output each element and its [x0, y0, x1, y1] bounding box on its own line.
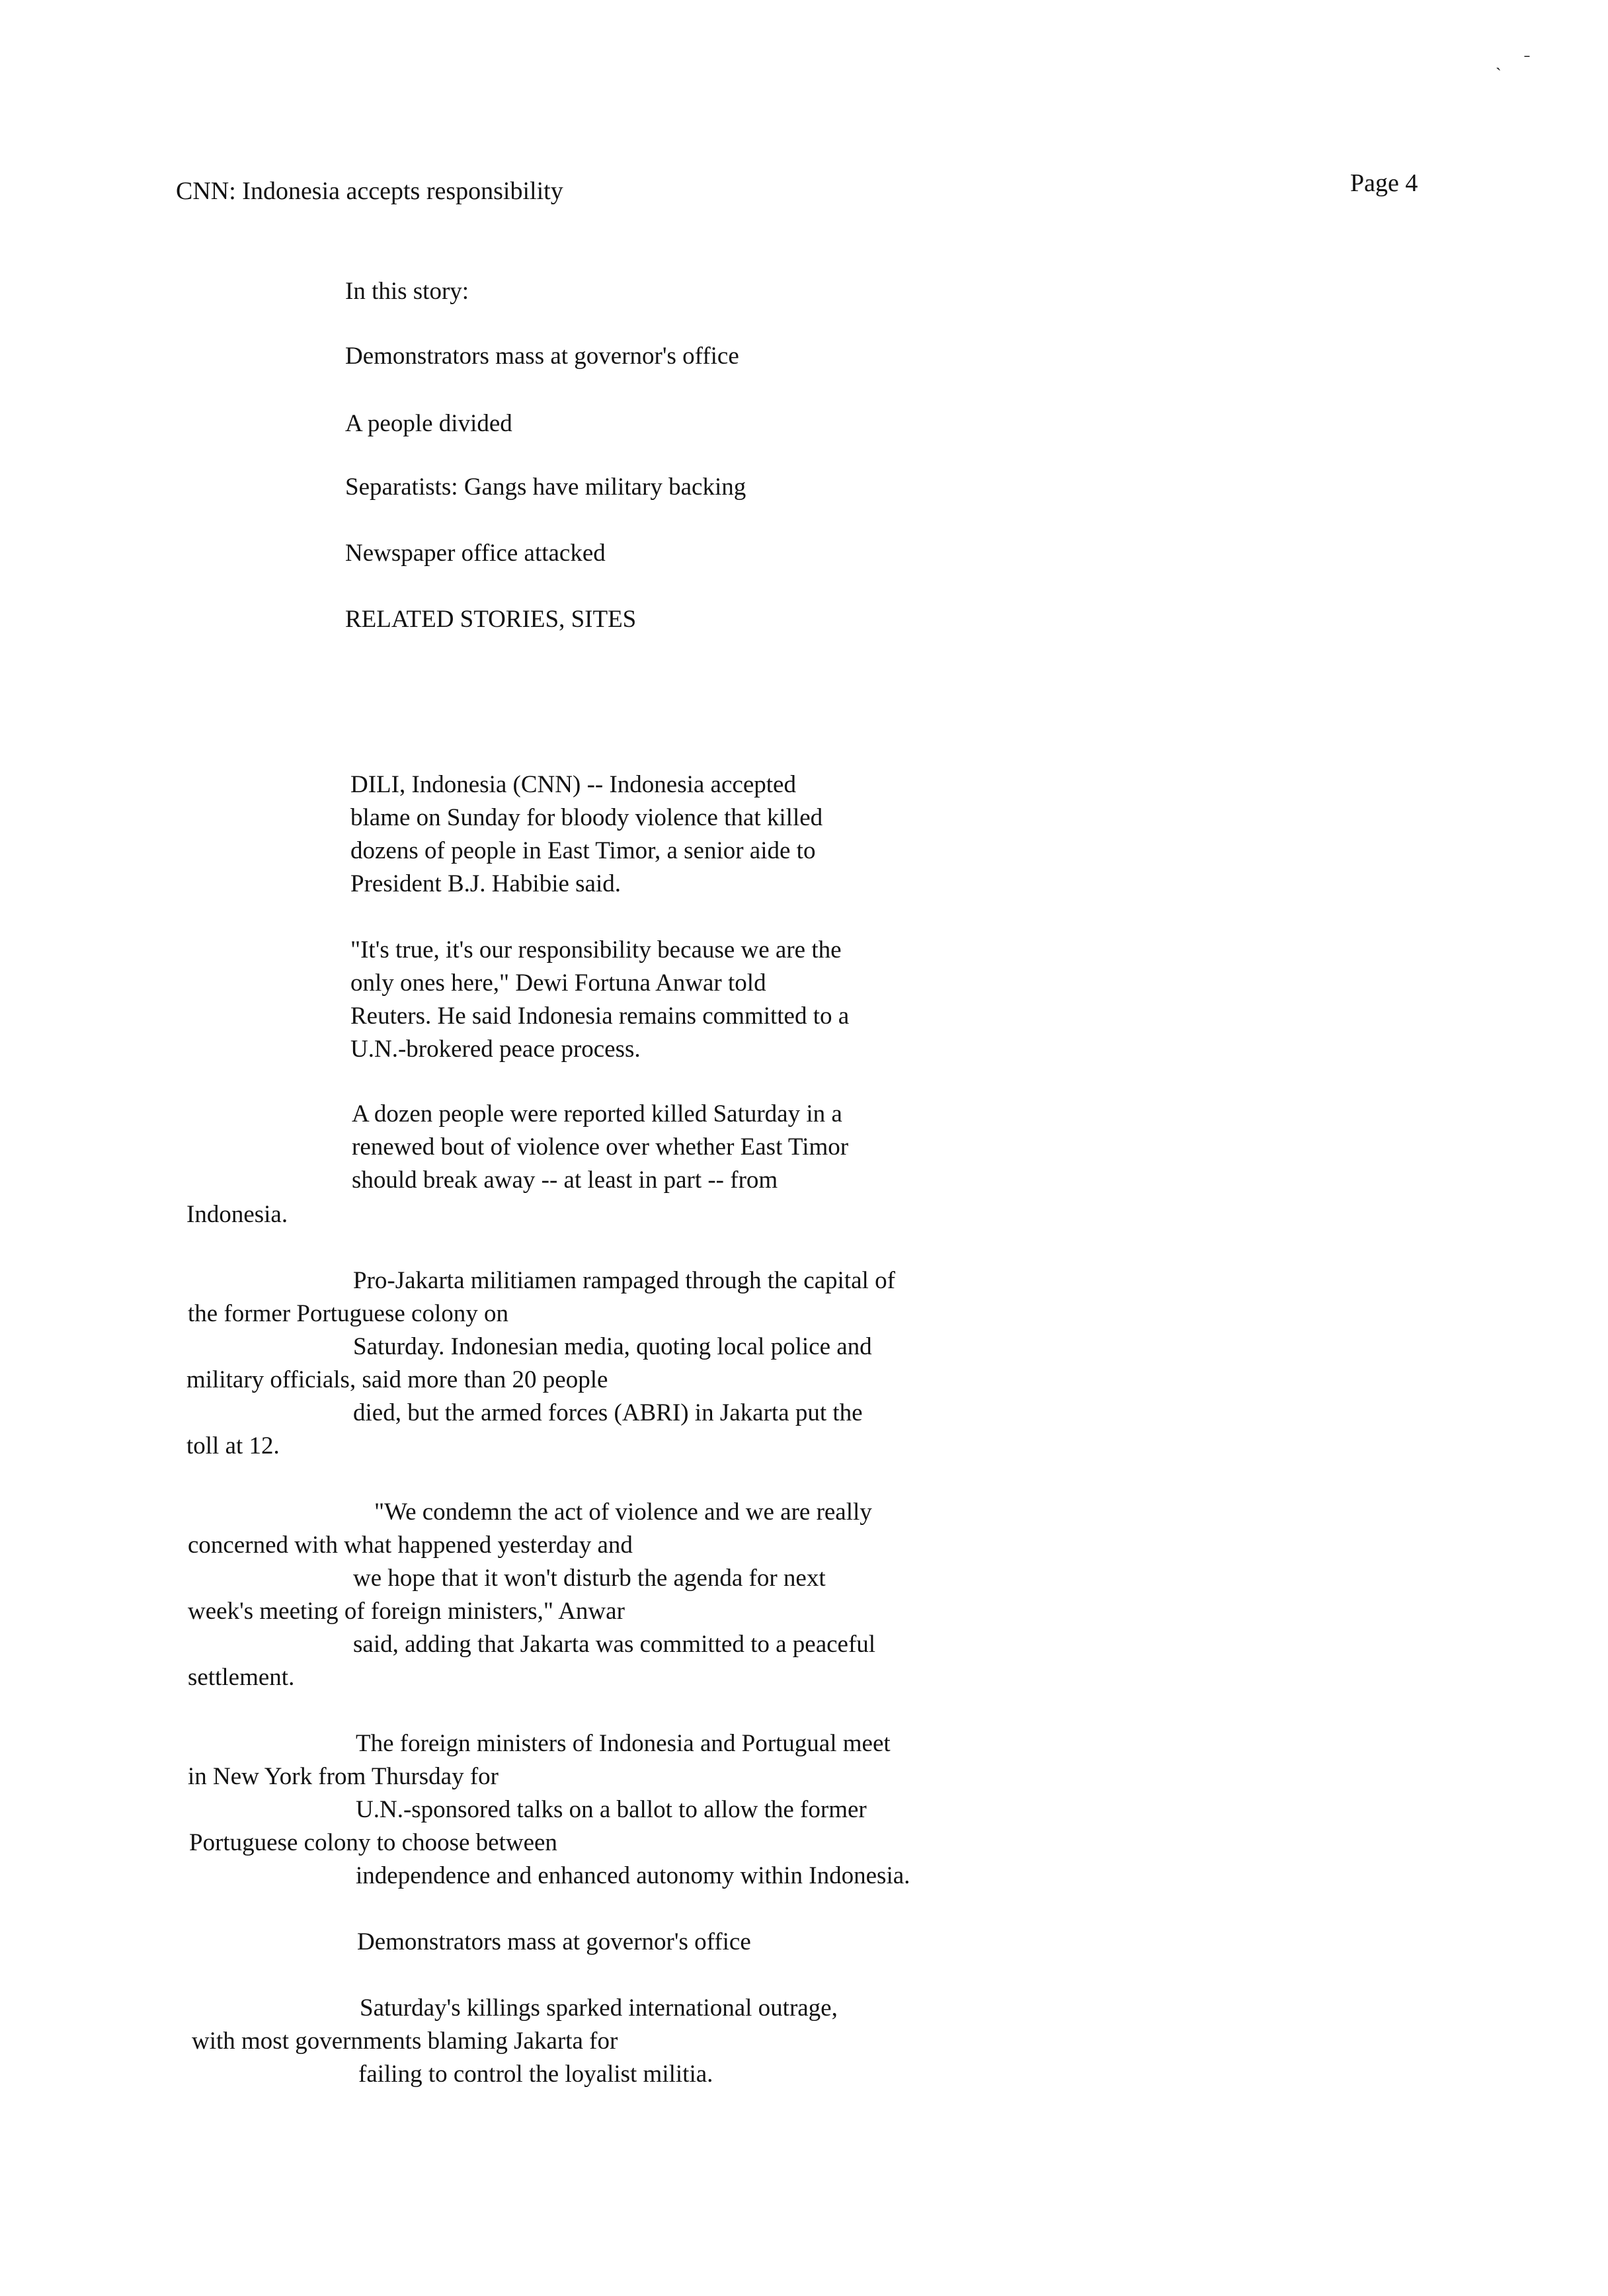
body-line: Portuguese colony to choose between	[189, 1829, 557, 1856]
body-line: died, but the armed forces (ABRI) in Jakarta put the	[353, 1399, 863, 1426]
body-line: only ones here," Dewi Fortuna Anwar told	[350, 969, 766, 997]
story-index-item: Separatists: Gangs have military backing	[345, 473, 746, 501]
page-number: Page 4	[1350, 169, 1418, 197]
story-index-item: Newspaper office attacked	[345, 540, 606, 567]
body-line: said, adding that Jakarta was committed to a peaceful	[353, 1631, 876, 1658]
body-line: U.N.-sponsored talks on a ballot to allow the former	[356, 1796, 867, 1823]
body-line: Saturday's killings sparked international outrage,	[360, 1994, 838, 2022]
body-line: A dozen people were reported killed Saturday in a	[352, 1100, 842, 1128]
body-line: failing to control the loyalist militia.	[358, 2061, 713, 2088]
document-title: CNN: Indonesia accepts responsibility	[176, 177, 563, 205]
body-line: President B.J. Habibie said.	[350, 870, 622, 897]
body-line: should break away -- at least in part -- from	[352, 1167, 778, 1194]
body-line: Saturday. Indonesian media, quoting local police and	[353, 1333, 872, 1360]
body-line: Reuters. He said Indonesia remains committed to a	[350, 1003, 850, 1030]
body-line: "We condemn the act of violence and we are really	[374, 1498, 872, 1526]
body-line: Pro-Jakarta militiamen rampaged through the capital of	[353, 1267, 895, 1294]
story-index-item: A people divided	[345, 410, 512, 437]
body-line: blame on Sunday for bloody violence that killed	[350, 804, 823, 831]
body-line: we hope that it won't disturb the agenda for next	[353, 1565, 826, 1592]
story-index-item: Demonstrators mass at governor's office	[345, 343, 739, 370]
body-line: independence and enhanced autonomy within Indonesia.	[356, 1862, 910, 1889]
body-line: DILI, Indonesia (CNN) -- Indonesia accepted	[350, 771, 796, 798]
story-index-intro: In this story:	[345, 278, 469, 305]
body-line: "It's true, it's our responsibility because we are the	[350, 936, 842, 964]
body-line: military officials, said more than 20 people	[186, 1366, 608, 1393]
body-line: week's meeting of foreign ministers," Anwar	[188, 1598, 625, 1625]
body-line: the former Portuguese colony on	[188, 1300, 508, 1327]
body-line: dozens of people in East Timor, a senior aide to	[350, 837, 816, 864]
body-line: in New York from Thursday for	[188, 1763, 499, 1790]
section-heading: Demonstrators mass at governor's office	[357, 1928, 751, 1955]
body-line: toll at 12.	[186, 1432, 280, 1459]
body-line: concerned with what happened yesterday and	[188, 1532, 633, 1559]
body-line: The foreign ministers of Indonesia and Portugual meet	[356, 1730, 891, 1757]
corner-marks: ˏ ˉ	[1496, 52, 1539, 71]
body-line: with most governments blaming Jakarta for	[192, 2028, 618, 2055]
body-line: renewed bout of violence over whether East Timor	[352, 1133, 849, 1161]
body-line: Indonesia.	[186, 1201, 288, 1228]
story-index-item: RELATED STORIES, SITES	[345, 606, 637, 633]
body-line: U.N.-brokered peace process.	[350, 1036, 641, 1063]
body-line: settlement.	[188, 1664, 295, 1691]
